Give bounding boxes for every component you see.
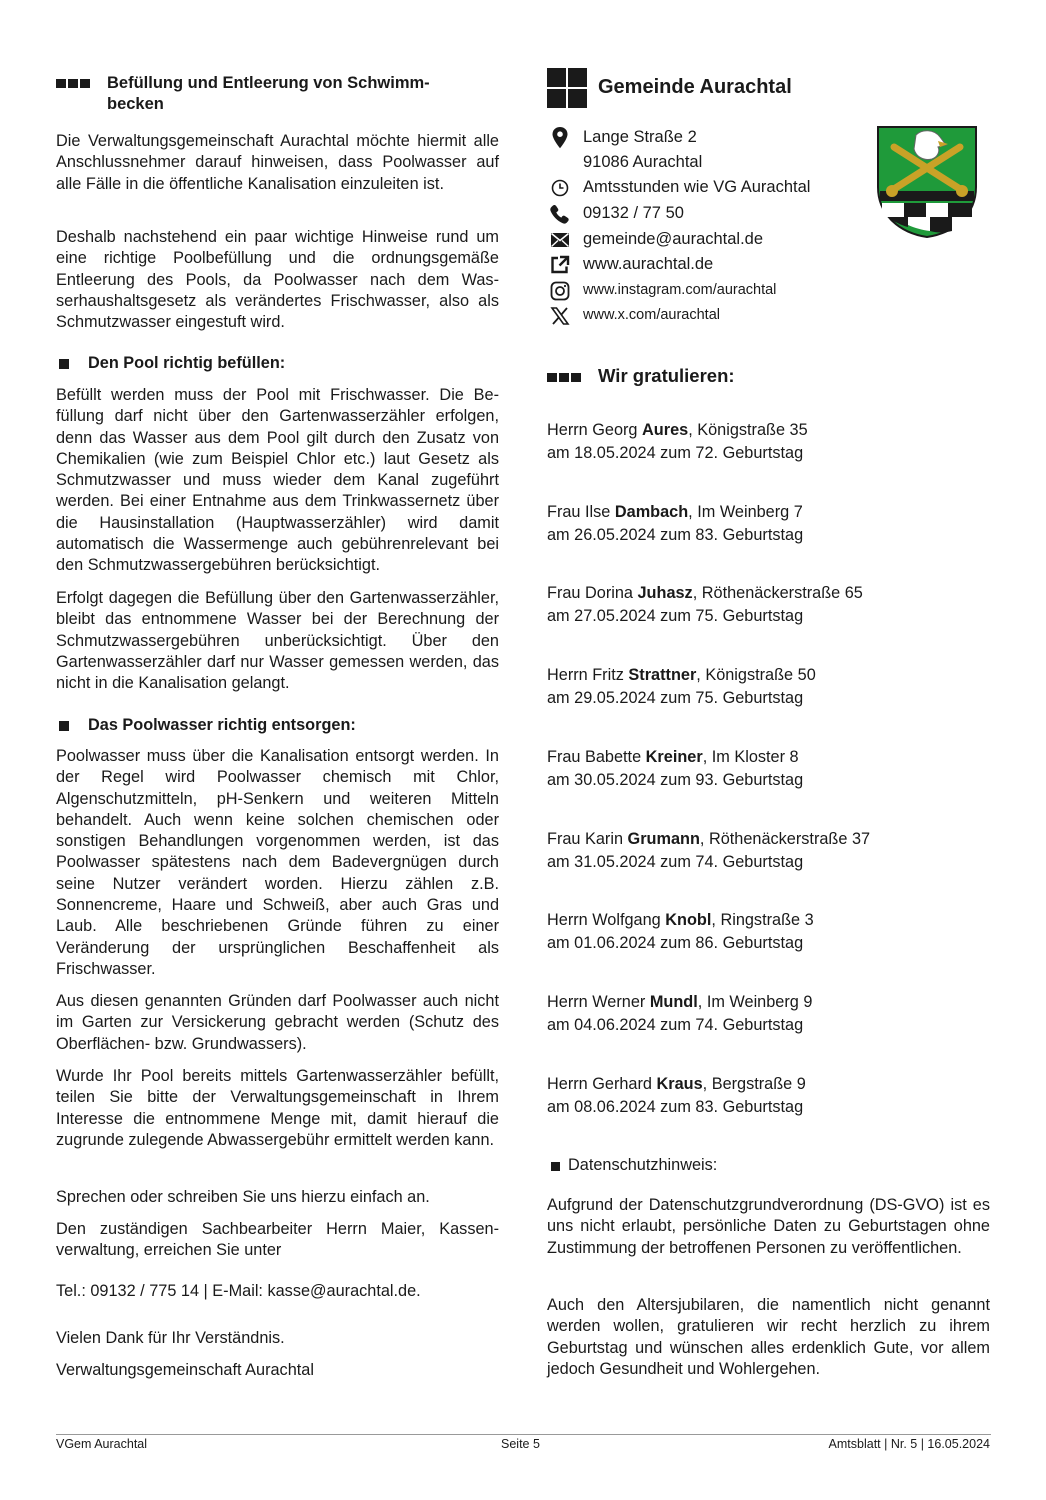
signature: Verwaltungsgemeinschaft Aurachtal	[56, 1361, 314, 1379]
paragraph: Sprechen oder schreiben Sie uns hierzu einfach an.	[56, 1188, 430, 1206]
birthday-date-line: am 01.06.2024 zum 86. Geburtstag	[547, 934, 804, 952]
email-row[interactable]	[547, 228, 847, 252]
section-heading-congrats	[547, 365, 735, 387]
paragraph: Aus diesen genannten Gründen darf Poolwasser auch nicht im Garten zur Versickerung gebracht werden (Schutz des Oberflächen- bzw. Grundwassers).	[56, 992, 499, 1053]
page-number: Seite 5	[501, 1437, 540, 1451]
address-row	[547, 126, 847, 150]
birthday-name-line: Frau Babette Kreiner, Im Kloster 8	[547, 748, 799, 766]
birthday-entry	[547, 746, 803, 792]
instagram-link[interactable]: www.instagram.com/aurachtal	[583, 282, 777, 298]
instagram-row[interactable]	[547, 279, 847, 303]
subheading-text: Das Poolwasser richtig entsorgen:	[88, 716, 356, 734]
coat-of-arms-icon	[876, 125, 978, 239]
paragraph: Die Verwaltungsgemeinschaft Aurachtal möchte hiermit alle Anschlussnehmer darauf hinweisen, dass Poolwasser auf alle Fälle in die öffentliche Kanalisation einzuleiten ist.	[56, 132, 499, 193]
contact-line: Tel.: 09132 / 775 14 | E-Mail: kasse@aurachtal.de.	[56, 1282, 421, 1300]
subheading-text: Den Pool richtig befüllen:	[88, 354, 286, 372]
web-link[interactable]: www.aurachtal.de	[583, 255, 714, 273]
birthday-name-line: Herrn Gerhard Kraus, Bergstraße 9	[547, 1075, 806, 1093]
hours-row	[547, 176, 847, 200]
privacy-paragraph: Auch den Altersjubilaren, die namentlich nicht genannt werden wollen, gratulieren wir recht herzlich zu ihrem Geburtstag und wünschen alles erdenklich Gute, vor allem jedoch Gesundheit und Wohlergehen.	[547, 1296, 990, 1378]
section-heading-pool	[56, 73, 476, 115]
birthday-date-line: am 08.06.2024 zum 83. Geburtstag	[547, 1098, 804, 1116]
birthday-entry	[547, 1073, 806, 1119]
mail-icon	[547, 228, 573, 252]
address-row-2	[547, 151, 847, 175]
birthday-entry	[547, 909, 814, 955]
clock-icon	[547, 176, 573, 200]
paragraph: Befüllt werden muss der Pool mit Frischwasser. Die Befüllung darf nicht über den Gartenwasserzähler erfolgen, denn das Wasser aus dem Pool gilt durch den Zusatz von Chemikalien (wie zum Beispiel Chlor etc.) laut Gesetz als Schmutzwasser und muss wieder dem Kanal zugeführt werden. Bei einer Entnahme aus dem Trinkwassernetz über die Hausinstallation (Hauptwasserzähler) wird damit automatisch die Wassermenge auch gebührenrelevant bei den Schmutzwassergebühren berücksichtigt.	[56, 386, 499, 575]
subheading-befuellen	[56, 353, 285, 374]
subheading-entsorgen	[56, 715, 356, 736]
phone-icon	[547, 202, 573, 226]
footer-right: Amtsblatt | Nr. 5 | 16.05.2024	[828, 1437, 990, 1451]
paragraph: Poolwasser muss über die Kanalisation entsorgt werden. In der Regel wird Poolwasser chemisch mit Chlor, Algenschutzmitteln, pH-Senkern und weiteren Mitteln behandelt. Auch wenn keine solchen chemischen oder sonstigen Behandlungen vorgenommen werden, ist das Poolwasser spätestens nach dem Badevergnügen durch seine Nutzer verändert worden. Hierzu zählen z.B. Sonnencreme, Haare und Schweiß, aber auch Gras und Laub. Alle beschriebenen Gründe führen zu einer Veränderung der ursprünglichen Beschaffenheit als Frischwasser.	[56, 747, 499, 978]
birthday-date-line: am 26.05.2024 zum 83. Geburtstag	[547, 526, 804, 544]
web-row[interactable]	[547, 253, 847, 277]
hours-text: Amtsstunden wie VG Aurachtal	[583, 178, 811, 196]
bullet-square-icon	[59, 721, 69, 731]
address-line1: Lange Straße 2	[583, 128, 697, 146]
privacy-heading	[551, 1156, 717, 1175]
privacy-paragraph: Aufgrund der Datenschutzgrundverordnung (DS-GVO) ist es uns nicht erlaubt, persönliche Daten zu Geburtstagen ohne Zustimmung der betroffenen Personen zu veröffentlichen.	[547, 1196, 990, 1257]
birthday-name-line: Herrn Wolfgang Knobl, Ringstraße 3	[547, 911, 814, 929]
phone-text: 09132 / 77 50	[583, 204, 684, 222]
phone-row	[547, 202, 847, 226]
birthday-date-line: am 18.05.2024 zum 72. Geburtstag	[547, 444, 804, 462]
birthday-date-line: am 27.05.2024 zum 75. Geburtstag	[547, 607, 804, 625]
x-logo-icon	[547, 304, 573, 328]
paragraph: Vielen Dank für Ihr Verständnis.	[56, 1329, 285, 1347]
birthday-entry	[547, 664, 816, 710]
birthday-name-line: Frau Karin Grumann, Röthenäckerstraße 37	[547, 830, 871, 848]
birthday-name-line: Herrn Georg Aures, Königstraße 35	[547, 421, 808, 439]
birthday-entry	[547, 419, 808, 465]
privacy-heading-text: Datenschutzhinweis:	[568, 1156, 718, 1174]
birthday-entry	[547, 828, 870, 874]
section-marker-icon	[56, 79, 90, 88]
footer-divider	[56, 1434, 991, 1435]
birthday-name-line: Frau Ilse Dambach, Im Weinberg 7	[547, 503, 803, 521]
gemeinde-logo-icon	[547, 68, 587, 108]
x-link[interactable]: www.x.com/aurachtal	[583, 307, 720, 323]
birthday-date-line: am 31.05.2024 zum 74. Geburtstag	[547, 853, 804, 871]
paragraph: Deshalb nachstehend ein paar wichtige Hinweise rund um eine richtige Poolbefüllung und die ordnungsgemäße Entleerung des Pools, da Poolwasser nach dem Wasserhaushaltsgesetz als verändertes Frischwasser, also als Schmutzwasser eingestuft wird.	[56, 228, 499, 332]
birthday-date-line: am 04.06.2024 zum 74. Geburtstag	[547, 1016, 804, 1034]
birthday-name-line: Frau Dorina Juhasz, Röthenäckerstraße 65	[547, 584, 863, 602]
location-pin-icon	[547, 126, 573, 150]
birthday-name-line: Herrn Fritz Strattner, Königstraße 50	[547, 666, 816, 684]
x-row[interactable]	[547, 304, 847, 328]
instagram-icon	[547, 279, 573, 303]
paragraph: Den zuständigen Sachbearbeiter Herrn Maier, Kassenverwaltung, erreichen Sie unter	[56, 1220, 499, 1260]
section-heading-text: Befüllung und Entleerung von Schwimm- becken	[107, 74, 430, 113]
email-link[interactable]: gemeinde@aurachtal.de	[583, 230, 764, 248]
external-link-icon	[547, 253, 573, 277]
bullet-square-icon	[59, 359, 69, 369]
gemeinde-title: Gemeinde Aurachtal	[598, 76, 792, 98]
section-marker-icon	[547, 373, 581, 382]
birthday-entry	[547, 501, 803, 547]
birthday-entry	[547, 582, 863, 628]
birthday-entry	[547, 991, 812, 1037]
paragraph: Wurde Ihr Pool bereits mittels Gartenwasserzähler befüllt, teilen Sie bitte der Verwaltungsgemeinschaft in Ihrem Interesse die entnommene Menge mit, damit hierauf die zugrunde zulegende Abwassergebühr ermittelt werden kann.	[56, 1067, 499, 1149]
birthday-name-line: Herrn Werner Mundl, Im Weinberg 9	[547, 993, 813, 1011]
address-line2: 91086 Aurachtal	[583, 153, 703, 171]
birthday-date-line: am 30.05.2024 zum 93. Geburtstag	[547, 771, 804, 789]
paragraph: Erfolgt dagegen die Befüllung über den Gartenwasserzähler, bleibt das entnommene Wasser bei der Berechnung der Schmutzwassergebühren unberücksichtigt. Über den Gartenwasserzähler darf nur Wasser gemessen werden, das nicht in die Kanalisation gelangt.	[56, 589, 499, 693]
section-heading-text: Wir gratulieren:	[598, 365, 735, 386]
bullet-square-icon	[551, 1162, 560, 1171]
birthday-date-line: am 29.05.2024 zum 75. Geburtstag	[547, 689, 804, 707]
footer-left: VGem Aurachtal	[56, 1437, 148, 1451]
